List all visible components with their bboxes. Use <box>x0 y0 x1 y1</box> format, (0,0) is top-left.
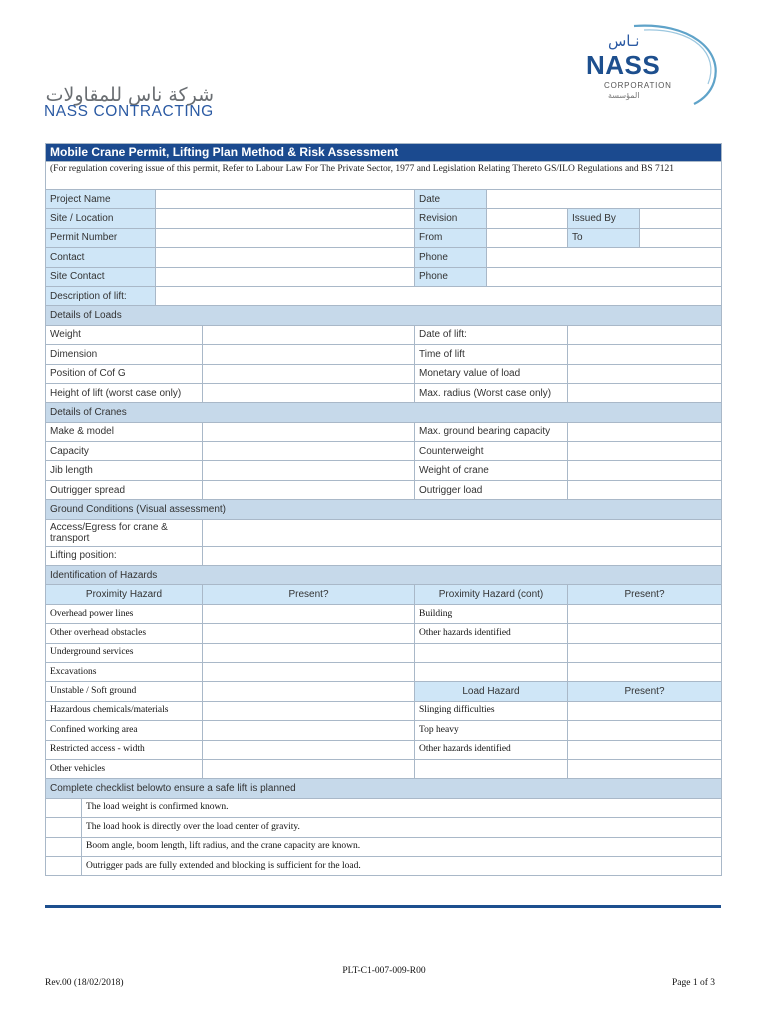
hazard-present-field[interactable] <box>203 701 415 720</box>
checklist-checkbox[interactable] <box>46 837 82 856</box>
issued-by-label: Issued By <box>568 209 640 228</box>
hazard-blank-right[interactable] <box>415 662 568 681</box>
hazard-item: Unstable / Soft ground <box>46 682 203 701</box>
hazard-item: Confined working area <box>46 721 203 740</box>
revision-label: Revision <box>415 209 487 228</box>
load-hazard-present-field[interactable] <box>568 740 722 759</box>
company-name-english: NASS CONTRACTING <box>44 103 214 120</box>
section-details-of-cranes: Details of Cranes <box>46 403 722 422</box>
weight-of-crane-field[interactable] <box>568 461 722 480</box>
section-details-of-loads: Details of Loads <box>46 306 722 325</box>
checklist-checkbox[interactable] <box>46 798 82 817</box>
site-phone-label: Phone <box>415 267 487 286</box>
date-of-lift-label: Date of lift: <box>415 325 568 344</box>
to-field[interactable] <box>640 228 722 247</box>
checklist-item: The load weight is confirmed known. <box>82 798 722 817</box>
hazard-item: Excavations <box>46 662 203 681</box>
outrigger-load-field[interactable] <box>568 480 722 499</box>
permit-number-label: Permit Number <box>46 228 156 247</box>
monetary-value-field[interactable] <box>568 364 722 383</box>
load-hazard-present-field[interactable] <box>568 701 722 720</box>
present-header-3: Present? <box>568 682 722 701</box>
revision-field[interactable] <box>487 209 568 228</box>
company-header <box>44 84 214 121</box>
position-cog-label: Position of Cof G <box>46 364 203 383</box>
section-identification-of-hazards: Identification of Hazards <box>46 566 722 585</box>
time-of-lift-label: Time of lift <box>415 345 568 364</box>
weight-of-crane-label: Weight of crane <box>415 461 568 480</box>
hazard-item: Restricted access - width <box>46 740 203 759</box>
counterweight-field[interactable] <box>568 442 722 461</box>
project-name-label: Project Name <box>46 190 156 209</box>
time-of-lift-field[interactable] <box>568 345 722 364</box>
hazard-present-field-right[interactable] <box>568 643 722 662</box>
date-field[interactable] <box>487 190 722 209</box>
section-ground-conditions: Ground Conditions (Visual assessment) <box>46 500 722 519</box>
site-location-field[interactable] <box>156 209 415 228</box>
date-label: Date <box>415 190 487 209</box>
hazard-item: Underground services <box>46 643 203 662</box>
max-radius-label: Max. radius (Worst case only) <box>415 383 568 402</box>
monetary-value-label: Monetary value of load <box>415 364 568 383</box>
hazard-present-field[interactable] <box>203 643 415 662</box>
make-model-label: Make & model <box>46 422 203 441</box>
footer-divider <box>45 905 721 908</box>
jib-length-label: Jib length <box>46 461 203 480</box>
logo-corporation: CORPORATION <box>604 81 672 90</box>
jib-length-field[interactable] <box>203 461 415 480</box>
hazard-present-field[interactable] <box>203 759 415 778</box>
hazard-blank-right[interactable] <box>415 643 568 662</box>
hazard-present-field[interactable] <box>203 624 415 643</box>
section-checklist: Complete checklist belowto ensure a safe lift is planned <box>46 779 722 798</box>
load-hazard-blank[interactable] <box>415 759 568 778</box>
phone-field[interactable] <box>487 248 722 267</box>
height-of-lift-label: Height of lift (worst case only) <box>46 383 203 402</box>
hazard-present-field-right[interactable] <box>568 604 722 623</box>
outrigger-spread-label: Outrigger spread <box>46 480 203 499</box>
load-hazard-header: Load Hazard <box>415 682 568 701</box>
site-contact-label: Site Contact <box>46 267 156 286</box>
dimension-label: Dimension <box>46 345 203 364</box>
counterweight-label: Counterweight <box>415 442 568 461</box>
date-of-lift-field[interactable] <box>568 325 722 344</box>
description-label: Description of lift: <box>46 286 156 305</box>
hazard-present-field[interactable] <box>203 721 415 740</box>
from-label: From <box>415 228 487 247</box>
load-hazard-present-field[interactable] <box>568 759 722 778</box>
site-phone-field[interactable] <box>487 267 722 286</box>
crane-permit-form <box>45 143 722 876</box>
checklist-item: The load hook is directly over the load center of gravity. <box>82 818 722 837</box>
weight-field[interactable] <box>203 325 415 344</box>
proximity-hazard-cont-header: Proximity Hazard (cont) <box>415 585 568 604</box>
hazard-item-right: Other hazards identified <box>415 624 568 643</box>
weight-label: Weight <box>46 325 203 344</box>
phone-label: Phone <box>415 248 487 267</box>
access-egress-field[interactable] <box>203 519 722 546</box>
logo-arabic-name: نـاس <box>608 32 640 50</box>
contact-field[interactable] <box>156 248 415 267</box>
description-field[interactable] <box>156 286 722 305</box>
load-hazard-item: Other hazards identified <box>415 740 568 759</box>
document-code: PLT-C1-007-009-R00 <box>342 966 426 976</box>
lifting-position-label: Lifting position: <box>46 546 203 565</box>
capacity-label: Capacity <box>46 442 203 461</box>
proximity-hazard-header: Proximity Hazard <box>46 585 203 604</box>
permit-number-field[interactable] <box>156 228 415 247</box>
revision-date: Rev.00 (18/02/2018) <box>45 978 124 988</box>
form-title: Mobile Crane Permit, Lifting Plan Method & Risk Assessment <box>46 144 722 162</box>
load-hazard-item: Top heavy <box>415 721 568 740</box>
outrigger-load-label: Outrigger load <box>415 480 568 499</box>
hazard-present-field[interactable] <box>203 662 415 681</box>
hazard-present-field-right[interactable] <box>568 662 722 681</box>
max-ground-field[interactable] <box>568 422 722 441</box>
hazard-present-field[interactable] <box>203 604 415 623</box>
from-field[interactable] <box>487 228 568 247</box>
hazard-item-right: Building <box>415 604 568 623</box>
project-name-field[interactable] <box>156 190 415 209</box>
lifting-position-field[interactable] <box>203 546 722 565</box>
capacity-field[interactable] <box>203 442 415 461</box>
hazard-present-field[interactable] <box>203 740 415 759</box>
checklist-checkbox[interactable] <box>46 818 82 837</box>
hazard-present-field[interactable] <box>203 682 415 701</box>
load-hazard-item: Slinging difficulties <box>415 701 568 720</box>
page-number: Page 1 of 3 <box>671 978 715 988</box>
nass-corporation-logo <box>574 20 724 106</box>
height-of-lift-field[interactable] <box>203 383 415 402</box>
checklist-checkbox[interactable] <box>46 856 82 875</box>
load-hazard-present-field[interactable] <box>568 721 722 740</box>
outrigger-spread-field[interactable] <box>203 480 415 499</box>
regulation-note: (For regulation covering issue of this permit, Refer to Labour Law For The Private Sector, 1977 and Legislation Relating Thereto GS/ILO Regulations and BS 7121 <box>46 162 722 190</box>
logo-wordmark: NASS <box>586 50 661 80</box>
present-header-2: Present? <box>568 585 722 604</box>
max-ground-label: Max. ground bearing capacity <box>415 422 568 441</box>
access-egress-label: Access/Egress for crane & transport <box>46 519 203 546</box>
contact-label: Contact <box>46 248 156 267</box>
logo-arabic-corporation: المؤسسة <box>608 91 640 100</box>
issued-by-field[interactable] <box>640 209 722 228</box>
hazard-item: Hazardous chemicals/materials <box>46 701 203 720</box>
hazard-item: Other overhead obstacles <box>46 624 203 643</box>
checklist-item: Boom angle, boom length, lift radius, and the crane capacity are known. <box>82 837 722 856</box>
site-location-label: Site / Location <box>46 209 156 228</box>
make-model-field[interactable] <box>203 422 415 441</box>
max-radius-field[interactable] <box>568 383 722 402</box>
site-contact-field[interactable] <box>156 267 415 286</box>
position-cog-field[interactable] <box>203 364 415 383</box>
present-header: Present? <box>203 585 415 604</box>
hazard-item: Overhead power lines <box>46 604 203 623</box>
checklist-item: Outrigger pads are fully extended and blocking is sufficient for the load. <box>82 856 722 875</box>
hazard-present-field-right[interactable] <box>568 624 722 643</box>
company-name-arabic: شركة ناس للمقاولات <box>45 84 214 106</box>
dimension-field[interactable] <box>203 345 415 364</box>
hazard-item: Other vehicles <box>46 759 203 778</box>
to-label: To <box>568 228 640 247</box>
